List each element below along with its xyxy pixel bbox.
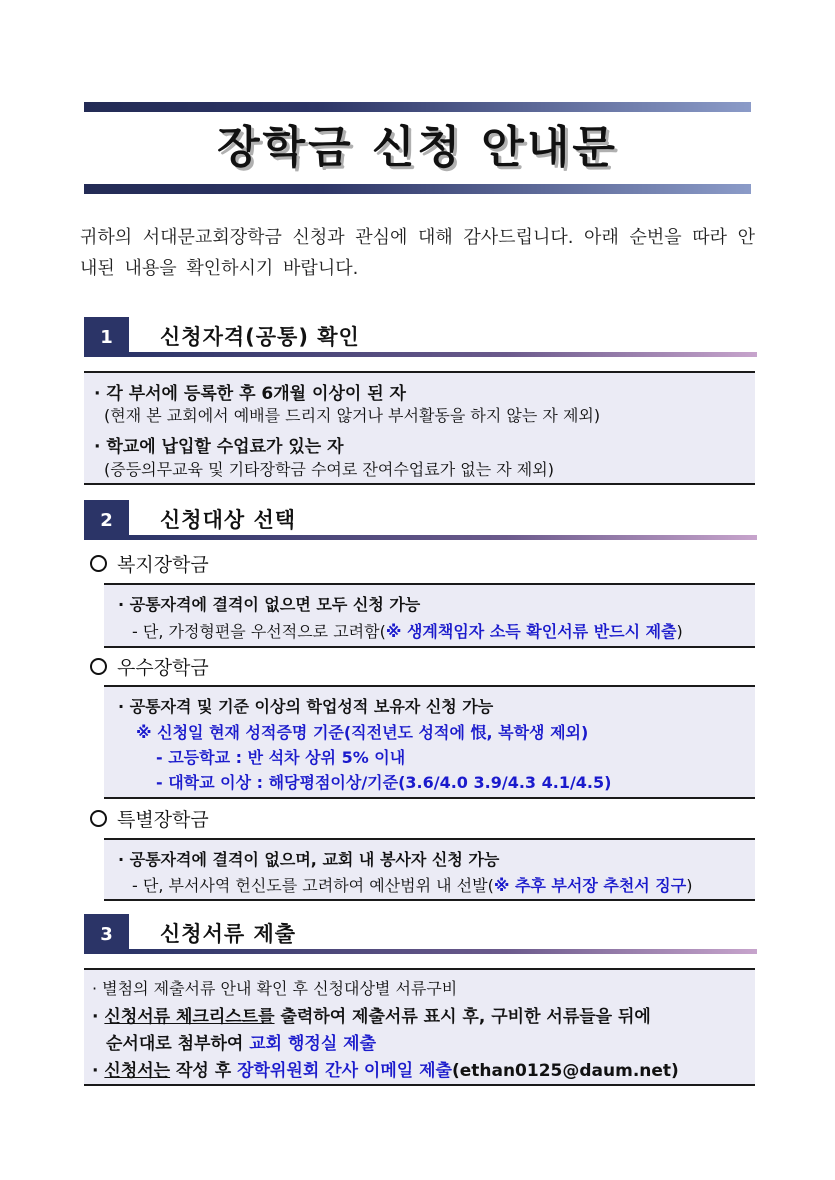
submit-line-1: · 별첨의 제출서류 안내 확인 후 신청대상별 서류구비: [92, 979, 458, 998]
circle-icon: [90, 658, 107, 675]
section-underline: [129, 949, 757, 954]
category-merit-box: [104, 685, 755, 799]
merit-highschool: - 고등학교 : 반 석차 상위 5% 이내: [156, 748, 406, 767]
submit-line-2: · 신청서류 체크리스트를 출력하여 제출서류 표시 후, 구비한 서류들을 뒤에: [92, 1007, 651, 1027]
qualification-2: · 학교에 납입할 수업료가 있는 자: [94, 437, 344, 457]
qualification-1: · 각 부서에 등록한 후 6개월 이상이 된 자: [94, 384, 406, 404]
section-1-header: [84, 317, 757, 357]
section-underline: [129, 535, 757, 540]
section-number: 1: [84, 317, 129, 357]
merit-note: ※ 신청일 현재 성적증명 기준(직전년도 성적에 恨, 복학생 제외): [136, 723, 589, 742]
category-merit: 우수장학금: [90, 653, 209, 680]
merit-line-1: · 공통자격 및 기준 이상의 학업성적 보유자 신청 가능: [118, 697, 494, 716]
submit-line-3: 순서대로 첨부하여 교회 행정실 제출: [106, 1034, 377, 1054]
section-underline: [129, 352, 757, 357]
special-line-1: · 공통자격에 결격이 없으며, 교회 내 봉사자 신청 가능: [118, 850, 500, 869]
qualification-1-note: (현재 본 교회에서 예배를 드리지 않거나 부서활동을 하지 않는 자 제외): [104, 406, 601, 425]
section-1-box: [84, 371, 755, 485]
circle-icon: [90, 810, 107, 827]
welfare-line-1: · 공통자격에 결격이 없으면 모두 신청 가능: [118, 595, 421, 614]
title-bar-bottom: [84, 184, 751, 194]
category-welfare-box: [104, 583, 755, 648]
submit-line-4: · 신청서는 작성 후 장학위원회 간사 이메일 제출(ethan0125@daum.net): [92, 1061, 679, 1081]
section-title: 신청자격(공통) 확인: [160, 325, 360, 349]
circle-icon: [90, 555, 107, 572]
section-3-header: [84, 914, 757, 954]
category-special-box: [104, 838, 755, 901]
section-title: 신청서류 제출: [160, 922, 297, 946]
merit-university: - 대학교 이상 : 해당평점이상/기준(3.6/4.0 3.9/4.3 4.1/4.5): [156, 773, 612, 792]
section-3-box: [84, 968, 755, 1086]
section-title: 신청대상 선택: [160, 508, 297, 532]
intro-text: 귀하의 서대문교회장학금 신청과 관심에 대해 감사드립니다. 아래 순번을 따라 안내된 내용을 확인하시기 바랍니다.: [80, 227, 755, 279]
section-2-header: [84, 500, 757, 540]
title-bar-top: [84, 102, 751, 112]
welfare-line-2: - 단, 가정형편을 우선적으로 고려함(※ 생계책임자 소득 확인서류 반드시 제출): [132, 622, 683, 641]
section-number: 2: [84, 500, 129, 540]
category-welfare: 복지장학금: [90, 550, 209, 577]
qualification-2-note: (증등의무교육 및 기타장학금 수여로 잔여수업료가 없는 자 제외): [104, 460, 554, 479]
special-line-2: - 단, 부서사역 헌신도를 고려하여 예산범위 내 선발(※ 추후 부서장 추천서 징구): [132, 876, 693, 895]
page-title: 장학금 신청 안내문: [217, 122, 618, 173]
section-number: 3: [84, 914, 129, 954]
email-address: (ethan0125@daum.net): [451, 1061, 679, 1081]
category-special: 특별장학금: [90, 805, 209, 832]
